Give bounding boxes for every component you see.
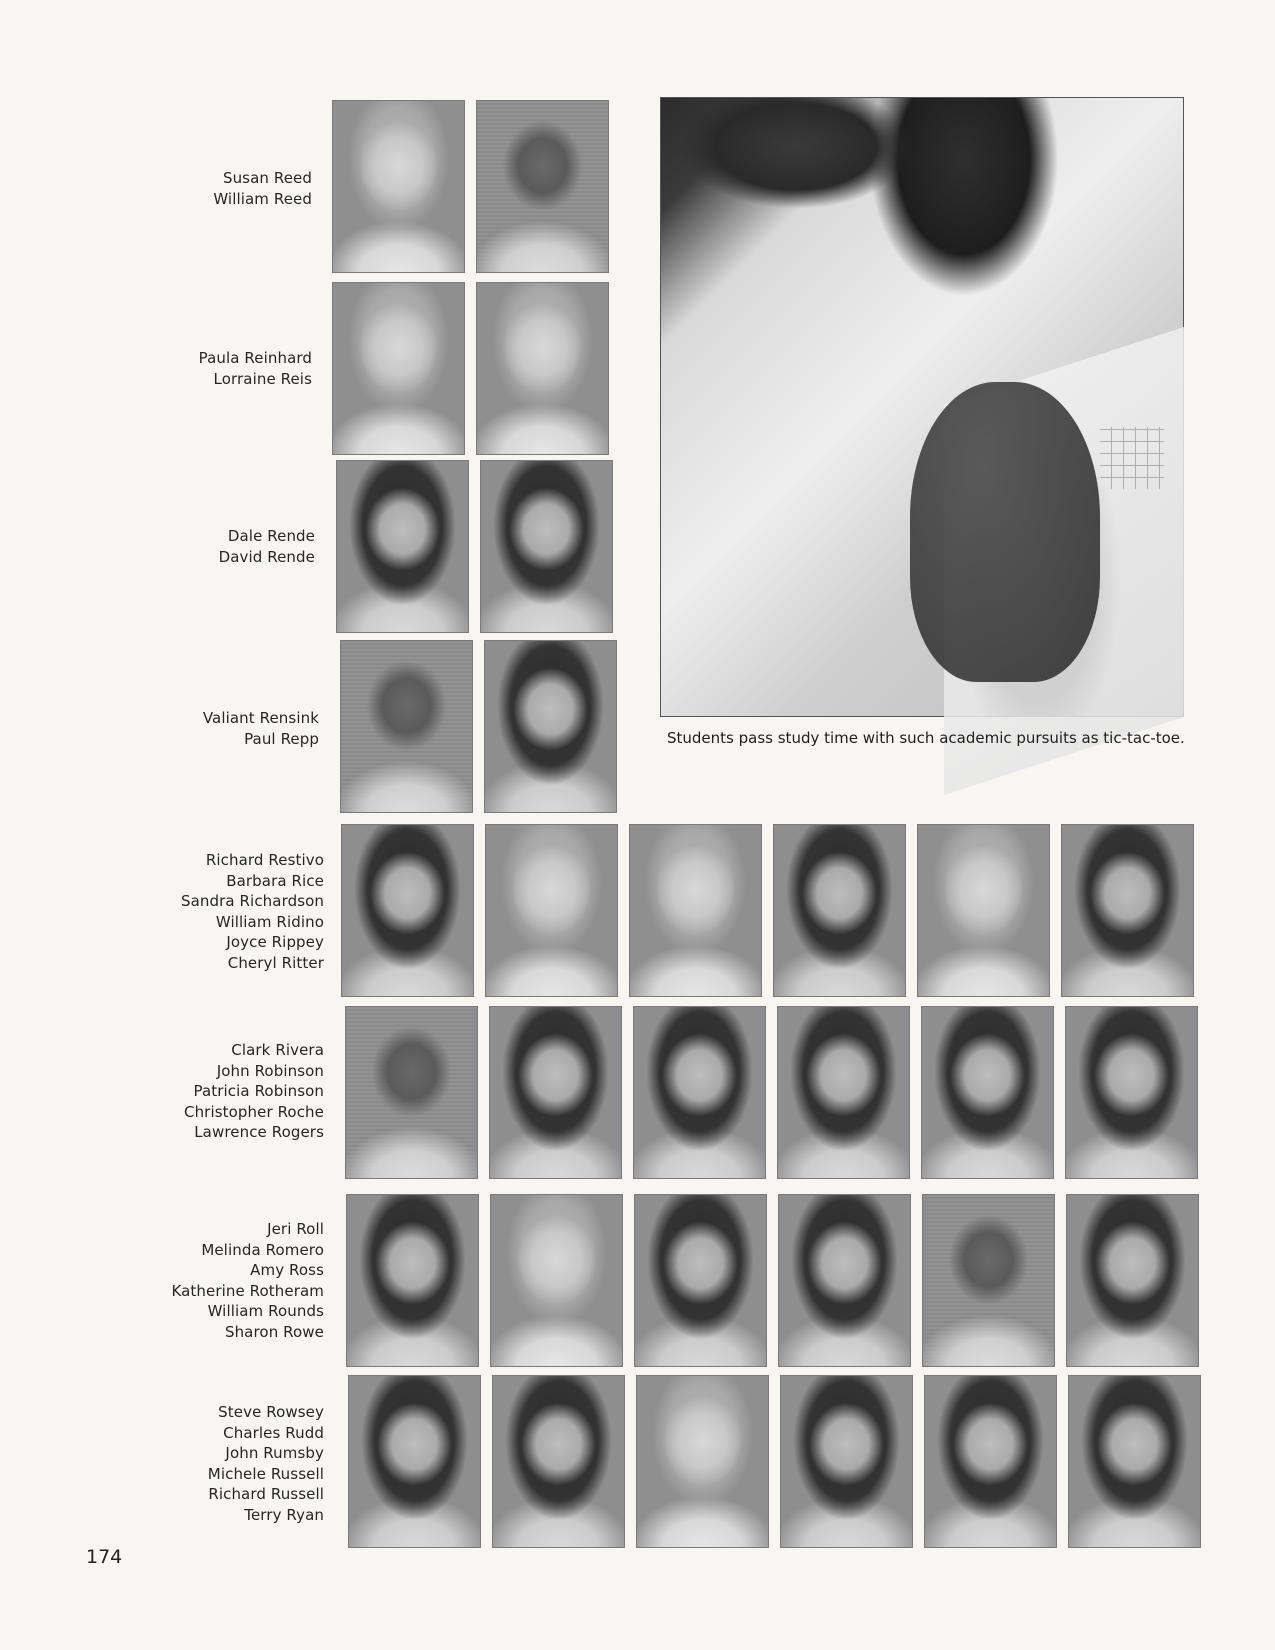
feature-photo (660, 97, 1184, 717)
student-portrait (345, 1006, 478, 1179)
name-list (199, 348, 312, 389)
student-name: Lawrence Rogers (194, 1123, 324, 1141)
student-name: William Ridino (215, 912, 324, 931)
student-name: Clark Rivera (231, 1041, 324, 1059)
student-name: Katherine Rotheram (171, 1281, 324, 1300)
student-portrait (636, 1375, 769, 1548)
student-name: Charles Rudd (223, 1423, 324, 1442)
student-name: Sharon Rowe (224, 1322, 324, 1341)
name-list (208, 1402, 324, 1525)
student-name: Cheryl Ritter (227, 953, 324, 972)
student-portrait (341, 824, 474, 997)
student-name: Jeri Roll (267, 1220, 324, 1238)
student-name: Barbara Rice (226, 871, 324, 890)
student-portrait (480, 460, 613, 633)
photo-caption: Students pass study time with such academic pursuits as tic-tac-toe. (667, 729, 1185, 747)
student-name: Paula Reinhard (198, 349, 312, 367)
student-name: Valiant Rensink (202, 709, 319, 727)
student-name: William Rounds (207, 1302, 324, 1320)
student-name: Susan Reed (222, 169, 312, 187)
student-portrait (340, 640, 473, 813)
student-portrait (489, 1006, 622, 1179)
student-portrait (634, 1194, 767, 1367)
student-portrait (492, 1375, 625, 1548)
student-portrait (336, 460, 469, 633)
student-portrait (332, 282, 465, 455)
student-portrait (476, 282, 609, 455)
student-portrait (484, 640, 617, 813)
student-name: John Robinson (216, 1061, 324, 1080)
student-portrait (633, 1006, 766, 1179)
student-name: Michele Russell (207, 1464, 324, 1483)
student-name: Sandra Richardson (180, 892, 324, 910)
student-name: Melinda Romero (201, 1240, 324, 1259)
name-list (181, 850, 324, 973)
name-list (203, 708, 319, 749)
student-portrait (332, 100, 465, 273)
student-name: Steve Rowsey (218, 1403, 324, 1421)
student-portrait (773, 824, 906, 997)
student-portrait (780, 1375, 913, 1548)
student-portrait (1068, 1375, 1201, 1548)
student-portrait (924, 1375, 1057, 1548)
student-portrait (777, 1006, 910, 1179)
name-list (219, 526, 315, 567)
student-portrait (1065, 1006, 1198, 1179)
student-name: John Rumsby (225, 1444, 324, 1462)
tic-tac-toe-grid (1100, 427, 1164, 489)
name-list (171, 1219, 324, 1342)
student-name: Amy Ross (250, 1261, 324, 1279)
student-name: Paul Repp (244, 729, 319, 748)
student-name: Richard Russell (208, 1485, 324, 1503)
student-name: Richard Restivo (205, 851, 324, 869)
student-name: William Reed (213, 189, 312, 208)
student-portrait (921, 1006, 1054, 1179)
student-portrait (922, 1194, 1055, 1367)
student-name: Terry Ryan (244, 1505, 324, 1524)
student-portrait (1066, 1194, 1199, 1367)
student-name: Christopher Roche (184, 1102, 324, 1121)
name-list (213, 168, 312, 209)
page-number: 174 (86, 1546, 123, 1568)
student-portrait (917, 824, 1050, 997)
student-name: Lorraine Reis (213, 369, 312, 388)
student-portrait (629, 824, 762, 997)
student-portrait (346, 1194, 479, 1367)
student-portrait (485, 824, 618, 997)
hand-with-pencil (910, 382, 1100, 682)
student-name: Patricia Robinson (193, 1082, 324, 1100)
student-portrait (348, 1375, 481, 1548)
name-list (184, 1040, 324, 1143)
student-name: Dale Rende (227, 527, 315, 545)
student-portrait (476, 100, 609, 273)
student-name: David Rende (218, 547, 315, 566)
student-portrait (1061, 824, 1194, 997)
student-name: Joyce Rippey (226, 933, 324, 951)
student-portrait (778, 1194, 911, 1367)
student-portrait (490, 1194, 623, 1367)
